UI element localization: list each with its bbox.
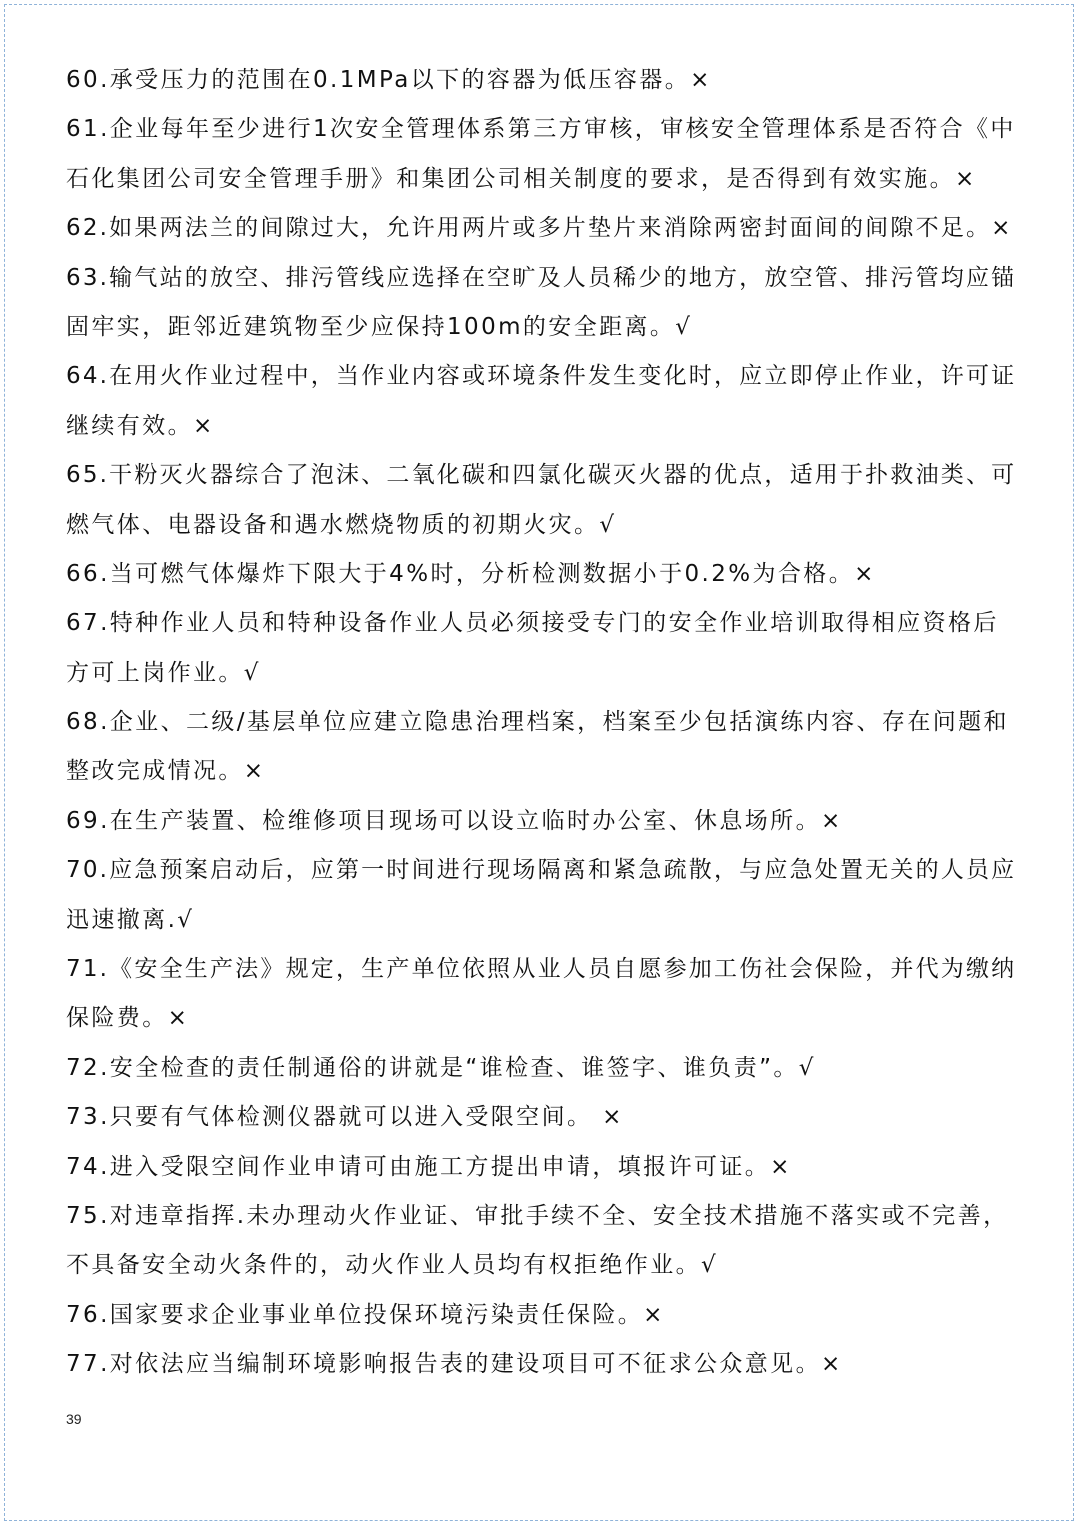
text-line: 68.企业、二级/基层单位应建立隐患治理档案，档案至少包括演练内容、存在问题和	[66, 709, 1009, 736]
text-line: 石化集团公司安全管理手册》和集团公司相关制度的要求，是否得到有效实施。×	[66, 165, 977, 192]
text-line: 77.对依法应当编制环境影响报告表的建设项目可不征求公众意见。×	[66, 1351, 843, 1378]
text-line: 65.干粉灭火器综合了泡沫、二氧化碳和四氯化碳灭火器的优点，适用于扑救油类、可	[66, 462, 1017, 489]
text-line: 迅速撤离.√	[66, 906, 195, 933]
text-line: 75.对违章指挥.未办理动火作业证、审批手续不全、安全技术措施不落实或不完善，	[66, 1202, 1009, 1229]
text-line: 保险费。×	[66, 1005, 190, 1032]
text-line: 燃气体、电器设备和遇水燃烧物质的初期火灾。√	[66, 511, 617, 538]
text-line: 66.当可燃气体爆炸下限大于4%时，分析检测数据小于0.2%为合格。×	[66, 560, 876, 587]
text-line: 73.只要有气体检测仪器就可以进入受限空间。 ×	[66, 1104, 624, 1131]
question-list	[66, 56, 1016, 1390]
text-line: 71.《安全生产法》规定，生产单位依照从业人员自愿参加工伤社会保险，并代为缴纳	[66, 956, 1017, 983]
text-line: 74.进入受限空间作业申请可由施工方提出申请，填报许可证。×	[66, 1153, 792, 1180]
text-line: 76.国家要求企业事业单位投保环境污染责任保险。×	[66, 1301, 665, 1328]
text-line: 63.输气站的放空、排污管线应选择在空旷及人员稀少的地方，放空管、排污管均应锚	[66, 264, 1017, 291]
text-line: 方可上岗作业。√	[66, 659, 261, 686]
text-line: 72.安全检查的责任制通俗的讲就是“谁检查、谁签字、谁负责”。√	[66, 1054, 816, 1081]
text-line: 69.在生产装置、检维修项目现场可以设立临时办公室、休息场所。×	[66, 807, 843, 834]
text-line: 67.特种作业人员和特种设备作业人员必须接受专门的安全作业培训取得相应资格后	[66, 610, 999, 637]
text-line: 62.如果两法兰的间隙过大，允许用两片或多片垫片来消除两密封面间的间隙不足。×	[66, 215, 1013, 242]
text-line: 固牢实，距邻近建筑物至少应保持100m的安全距离。√	[66, 313, 693, 340]
text-line: 64.在用火作业过程中，当作业内容或环境条件发生变化时，应立即停止作业，许可证	[66, 363, 1017, 390]
text-line: 60.承受压力的范围在0.1MPa以下的容器为低压容器。×	[66, 67, 712, 93]
text-line: 整改完成情况。×	[66, 758, 266, 785]
page-number: 39	[66, 1411, 82, 1427]
text-line: 61.企业每年至少进行1次安全管理体系第三方审核，审核安全管理体系是否符合《中	[66, 116, 1016, 143]
text-line: 继续有效。×	[66, 412, 215, 439]
text-line: 不具备安全动火条件的，动火作业人员均有权拒绝作业。√	[66, 1252, 719, 1279]
text-line: 70.应急预案启动后，应第一时间进行现场隔离和紧急疏散，与应急处置无关的人员应	[66, 857, 1017, 884]
